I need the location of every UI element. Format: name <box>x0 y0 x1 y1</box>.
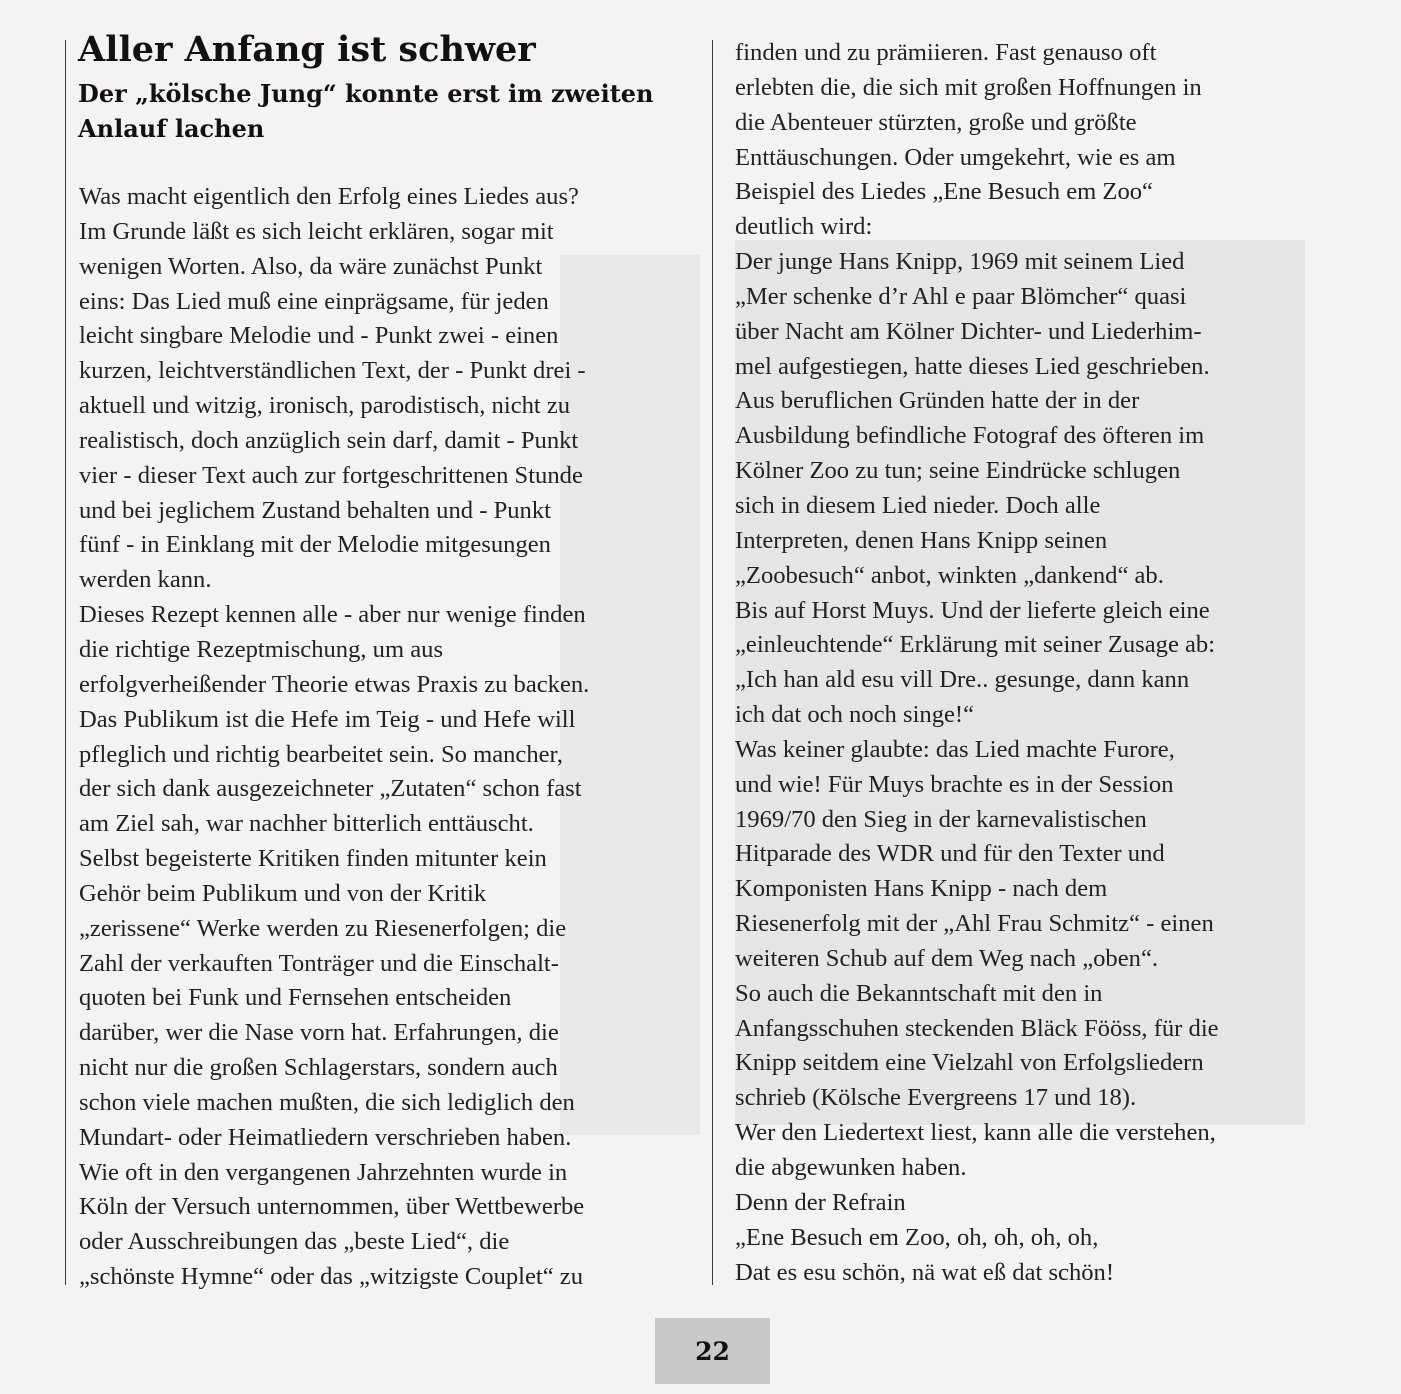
text-line: Enttäuschungen. Oder umgekehrt, wie es am <box>735 143 1176 171</box>
text-line: die Abenteuer stürzten, große und größte <box>735 108 1137 136</box>
text-line: wenigen Worten. Also, da wäre zunächst Punkt <box>79 252 543 280</box>
text-line: „Mer schenke d’r Ahl e paar Blömcher“ quasi <box>735 282 1187 310</box>
text-line: „schönste Hymne“ oder das „witzigste Couplet“ zu <box>79 1263 584 1291</box>
text-line: über Nacht am Kölner Dichter- und Liederhim- <box>735 317 1202 345</box>
text-line: kurzen, leichtverständlichen Text, der - Punkt drei - <box>79 357 586 385</box>
left-text-column <box>79 180 704 1295</box>
text-line: fünf - in Einklang mit der Melodie mitgesungen <box>79 531 551 559</box>
text-line: leicht singbare Melodie und - Punkt zwei - einen <box>79 322 559 350</box>
text-line: Wer den Liedertext liest, kann alle die verstehen, <box>735 1119 1216 1147</box>
text-line: schrieb (Kölsche Evergreens 17 und 18). <box>735 1084 1137 1112</box>
text-line: nicht nur die großen Schlagerstars, sondern auch <box>79 1054 558 1082</box>
text-line: ich dat och noch singe!“ <box>735 701 975 729</box>
text-line: sich in diesem Lied nieder. Doch alle <box>735 491 1101 519</box>
text-line: So auch die Bekanntschaft mit den in <box>735 979 1103 1007</box>
text-line: Köln der Versuch unternommen, über Wettbewerbe <box>79 1193 585 1221</box>
text-line: Mundart- oder Heimatliedern verschrieben haben. <box>79 1123 572 1151</box>
text-line: Was macht eigentlich den Erfolg eines Liedes aus? <box>79 183 579 210</box>
text-line: „einleuchtende“ Erklärung mit seiner Zusage ab: <box>735 631 1216 659</box>
left-column-rule <box>65 40 66 1285</box>
text-line: Komponisten Hans Knipp - nach dem <box>735 875 1108 903</box>
text-line: Der junge Hans Knipp, 1969 mit seinem Lied <box>735 248 1185 276</box>
text-line: Bis auf Horst Muys. Und der lieferte gleich eine <box>735 596 1210 624</box>
text-line: erfolgverheißender Theorie etwas Praxis zu backen. <box>79 670 590 698</box>
text-line: Knipp seitdem eine Vielzahl von Erfolgsliedern <box>735 1049 1204 1077</box>
text-line: „Zoobesuch“ anbot, winkten „dankend“ ab. <box>735 561 1164 589</box>
text-line: und wie! Für Muys brachte es in der Session <box>735 770 1174 798</box>
text-line: Was keiner glaubte: das Lied machte Furore, <box>735 735 1175 763</box>
text-line: darüber, wer die Nase vorn hat. Erfahrungen, die <box>79 1019 559 1047</box>
text-line: vier - dieser Text auch zur fortgeschrittenen Stunde <box>79 461 583 489</box>
text-line: Ausbildung befindliche Fotograf des öfteren im <box>735 422 1205 450</box>
text-line: Dat es esu schön, nä wat eß dat schön! <box>735 1258 1115 1286</box>
text-line: pfleglich und richtig bearbeitet sein. So mancher, <box>79 740 563 768</box>
text-line: Hitparade des WDR und für den Texter und <box>735 840 1165 868</box>
text-line: Wie oft in den vergangenen Jahrzehnten wurde in <box>79 1158 568 1186</box>
text-line: deutlich wird: <box>735 213 873 241</box>
text-line: „zerissene“ Werke werden zu Riesenerfolgen; die <box>79 914 567 942</box>
text-line: aktuell und witzig, ironisch, parodistisch, nicht zu <box>79 392 571 420</box>
text-line: Denn der Refrain <box>735 1188 906 1216</box>
text-line: Aus beruflichen Gründen hatte der in der <box>735 387 1140 415</box>
page-number-box <box>655 1318 770 1384</box>
text-line: eins: Das Lied muß eine einprägsame, für jeden <box>79 287 549 315</box>
text-line: quoten bei Funk und Fernsehen entscheiden <box>79 984 512 1012</box>
text-line: am Ziel sah, war nachher bitterlich enttäuscht. <box>79 810 534 838</box>
text-line: Kölner Zoo zu tun; seine Eindrücke schlugen <box>735 457 1181 485</box>
text-line: die richtige Rezeptmischung, um aus <box>79 635 444 663</box>
text-line: weiteren Schub auf dem Weg nach „oben“. <box>735 944 1159 972</box>
text-line: Beispiel des Liedes „Ene Besuch em Zoo“ <box>735 178 1153 206</box>
text-line: Gehör beim Publikum und von der Kritik <box>79 879 487 907</box>
text-line: der sich dank ausgezeichneter „Zutaten“ schon fast <box>79 775 582 803</box>
text-line: Riesenerfolg mit der „Ahl Frau Schmitz“ - einen <box>735 910 1214 938</box>
text-line: Interpreten, denen Hans Knipp seinen <box>735 526 1108 554</box>
column-divider-rule <box>712 40 713 1285</box>
text-line: Im Grunde läßt es sich leicht erklären, sogar mit <box>79 217 554 245</box>
text-line: die abgewunken haben. <box>735 1154 967 1181</box>
page-number: 22 <box>695 1336 730 1366</box>
text-line: schon viele machen mußten, die sich lediglich den <box>79 1088 575 1116</box>
text-line: Selbst begeisterte Kritiken finden mitunter kein <box>79 845 547 873</box>
text-line: Anfangsschuhen steckenden Bläck Fööss, für die <box>735 1014 1219 1042</box>
text-line: „Ich han ald esu vill Dre.. gesunge, dann kann <box>735 666 1190 694</box>
text-line: oder Ausschreibungen das „beste Lied“, die <box>79 1228 510 1256</box>
text-line: finden und zu prämiieren. Fast genauso oft <box>735 39 1157 66</box>
text-line: „Ene Besuch em Zoo, oh, oh, oh, oh, <box>735 1223 1099 1251</box>
article-subtitle: Der „kölsche Jung“ konnte erst im zweiten Anlauf lachen <box>78 79 654 143</box>
text-line: mel aufgestiegen, hatte dieses Lied geschrieben. <box>735 352 1210 380</box>
text-line: werden kann. <box>79 566 212 594</box>
text-line: 1969/70 den Sieg in der karnevalistischen <box>735 805 1147 833</box>
text-line: Dieses Rezept kennen alle - aber nur wenige finden <box>79 601 586 629</box>
right-text-column <box>735 36 1315 1290</box>
article-title: Aller Anfang ist schwer <box>78 29 536 70</box>
text-line: und bei jeglichem Zustand behalten und - Punkt <box>79 496 551 524</box>
text-line: erlebten die, die sich mit großen Hoffnungen in <box>735 73 1202 101</box>
text-line: realistisch, doch anzüglich sein darf, damit - Punkt <box>79 426 579 454</box>
text-line: Zahl der verkauften Tonträger und die Einschalt- <box>79 949 559 977</box>
text-line: Das Publikum ist die Hefe im Teig - und Hefe will <box>79 705 576 733</box>
